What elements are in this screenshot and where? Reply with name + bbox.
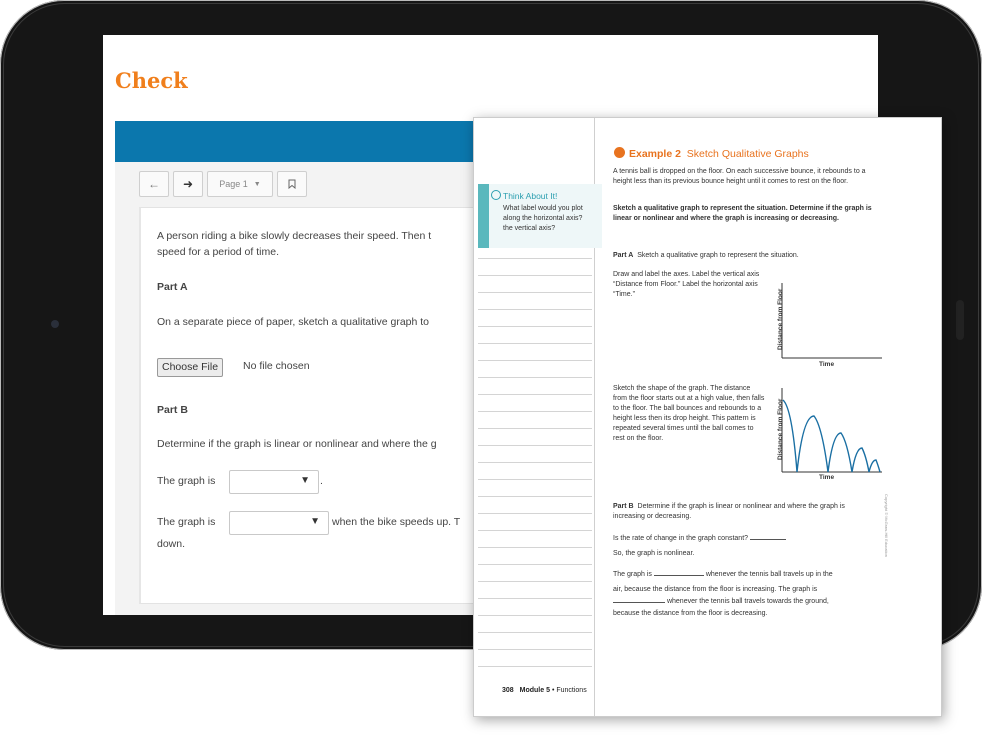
note-line (478, 649, 592, 650)
notes-margin (474, 118, 595, 716)
choose-file-button[interactable]: Choose File (157, 358, 223, 377)
camera-icon (51, 320, 59, 328)
part-a-label: Part A (157, 281, 188, 293)
step-2-text: Sketch the shape of the graph. The distance from the floor starts out at a high value, then falls to the floor. The ball bounces and rebounds to a height less then its drop height. This pattern is repeated several times until the ball comes to rest on the floor. (613, 385, 765, 442)
note-line (478, 530, 592, 531)
footer-module: Module 5 (519, 687, 550, 694)
note-line (478, 564, 592, 565)
step-1-text: Draw and label the axes. Label the vertical axis “Distance from Floor.” Label the horizontal axis “Time.” (613, 271, 760, 298)
chevron-down-icon: ▼ (253, 180, 261, 188)
example-icon (614, 147, 625, 158)
graph-1-ylabel: Distance from Floor (777, 288, 784, 350)
linearity-select[interactable] (229, 470, 319, 494)
graph-1-xlabel: Time (819, 361, 835, 368)
bookmark-icon (288, 179, 296, 189)
after-select-text: when the bike speeds up. T (332, 516, 461, 528)
page-footer (502, 687, 587, 694)
note-line (478, 479, 592, 480)
page-number: 308 (502, 687, 514, 694)
page-dropdown[interactable] (207, 171, 273, 197)
graph-sentence-2: air, because the distance from the floor is increasing. The graph is (613, 586, 818, 593)
question-intro-line1: A person riding a bike slowly decreases their speed. Then t (157, 230, 432, 242)
note-line (478, 462, 592, 463)
graph-sentence-3: whenever the tennis ball travels towards the ground, (613, 597, 829, 607)
graph-is-label-1: The graph is (157, 475, 216, 487)
axes-graph (770, 278, 890, 373)
part-a-line: Part A Sketch a qualitative graph to represent the situation. (613, 252, 799, 259)
note-line (478, 513, 592, 514)
note-line (478, 360, 592, 361)
part-b-line: Part B Determine if the graph is linear or nonlinear and where the graph is increasing or decreasing. (613, 503, 845, 520)
graph-is-period: . (320, 475, 323, 487)
part-a-text: On a separate piece of paper, sketch a qualitative graph to (157, 316, 430, 328)
toolbar (139, 171, 307, 197)
down-text: down. (157, 538, 186, 550)
think-about-it-text: What label would you plot along the horizontal axis? the vertical axis? (503, 205, 583, 232)
page-label: Page 1 (219, 179, 248, 189)
note-line (478, 428, 592, 429)
think-about-it-title: Think About It! (491, 190, 557, 201)
note-line (478, 496, 592, 497)
bookmark-button[interactable] (277, 171, 307, 197)
note-line (478, 326, 592, 327)
bounce-graph (770, 386, 890, 481)
graph-sentence-4: because the distance from the floor is decreasing. (613, 610, 768, 617)
file-status: No file chosen (243, 360, 310, 372)
footer-separator: • (551, 687, 555, 694)
side-button (956, 300, 964, 340)
note-line (478, 258, 592, 259)
footer-topic: Functions (556, 687, 587, 694)
example-heading: Example 2 Sketch Qualitative Graphs (614, 147, 809, 160)
question-intro-line2: speed for a period of time. (157, 246, 279, 258)
note-line (478, 615, 592, 616)
so-text: So, the graph is nonlinear. (613, 550, 695, 557)
copyright-note: Copyright © McGraw-Hill Education (884, 494, 889, 557)
example-task: Sketch a qualitative graph to represent the situation. Determine if the graph is linear or nonlinear and where the graph is increasing or decreasing. (613, 205, 872, 222)
textbook-page (473, 117, 942, 717)
dropdown-arrow-icon: ▼ (310, 516, 320, 527)
note-line (478, 666, 592, 667)
forward-button[interactable] (173, 171, 203, 197)
note-line (478, 632, 592, 633)
rate-question: Is the rate of change in the graph constant? (613, 534, 786, 544)
note-line (478, 598, 592, 599)
note-line (478, 445, 592, 446)
arrow-left-icon: ← (148, 177, 160, 191)
note-line (478, 309, 592, 310)
note-line (478, 292, 592, 293)
behavior-select[interactable] (229, 511, 329, 535)
dropdown-arrow-icon: ▼ (300, 475, 310, 486)
note-line (478, 547, 592, 548)
lightbulb-icon (491, 190, 501, 200)
part-b-label: Part B (157, 404, 188, 416)
graph-sentence-1: The graph is whenever the tennis ball travels up in the (613, 571, 833, 578)
part-b-text: Determine if the graph is linear or nonlinear and where the g (157, 438, 437, 450)
note-line (478, 343, 592, 344)
note-line (478, 394, 592, 395)
back-button[interactable] (139, 171, 169, 197)
note-line (478, 377, 592, 378)
bounce-curve (783, 400, 880, 472)
example-intro: A tennis ball is dropped on the floor. On each successive bounce, it rebounds to a height less than its previous bounce height until it comes to rest on the floor. (613, 168, 866, 185)
graph-is-label-2: The graph is (157, 516, 216, 528)
arrow-right-icon: ➜ (182, 177, 194, 191)
note-line (478, 581, 592, 582)
note-line (478, 411, 592, 412)
graph-2-ylabel: Distance from Floor (777, 398, 784, 460)
page-title: Check (115, 68, 188, 93)
note-line (478, 275, 592, 276)
graph-2-xlabel: Time (819, 474, 835, 481)
